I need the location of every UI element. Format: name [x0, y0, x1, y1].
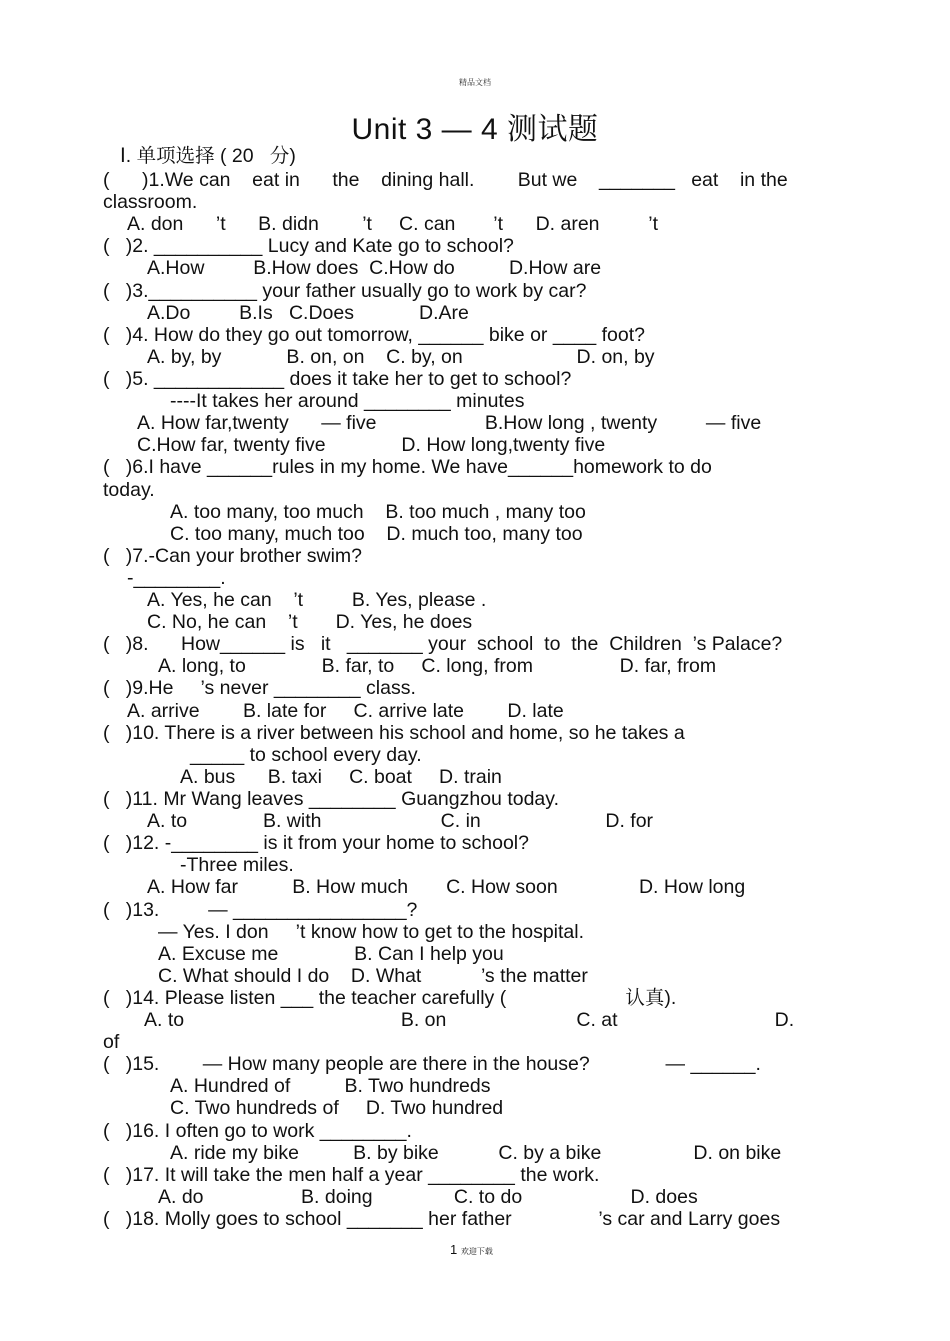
footer-text: 欢迎下载	[460, 1247, 493, 1256]
question-line: ----It takes her around ________ minutes	[170, 390, 525, 412]
options-line: A. by, by B. on, on C. by, on D. on, by	[147, 346, 655, 368]
question-line: — Yes. I don ’t know how to get to the hospital.	[158, 921, 585, 943]
options-line: C. No, he can ’t D. Yes, he does	[147, 611, 473, 633]
question-line: ( )11. Mr Wang leaves ________ Guangzhou today.	[103, 788, 559, 810]
question-line: ( )16. I often go to work ________.	[103, 1120, 412, 1142]
options-line: A. ride my bike B. by bike C. by a bike D. on bike	[170, 1142, 782, 1164]
question-line: ( )4. How do they go out tomorrow, ______ bike or ____ foot?	[103, 324, 645, 346]
question-line: ( )12. -________ is it from your home to school?	[103, 832, 529, 854]
options-line: A. do B. doing C. to do D. does	[158, 1186, 698, 1208]
question-line: ( )13. — ________________?	[103, 899, 418, 921]
question-line: _____ to school every day.	[190, 744, 422, 766]
question-line: ( )14. Please listen ___ the teacher carefully ( 认真).	[103, 987, 677, 1009]
options-line: A. long, to B. far, to C. long, from D. far, from	[158, 655, 717, 677]
question-line: classroom.	[103, 191, 198, 213]
options-line: A. don ’t B. didn ’t C. can ’t D. aren ’t	[127, 213, 659, 235]
options-line: A. Hundred of B. Two hundreds	[170, 1075, 491, 1097]
options-line: A. How far B. How much C. How soon D. How long	[147, 876, 746, 898]
question-line: ( )2. __________ Lucy and Kate go to school?	[103, 235, 514, 257]
question-line: ( )15. — How many people are there in the house? — ______.	[103, 1053, 761, 1075]
options-line: C.How far, twenty five D. How long,twenty five	[137, 434, 606, 456]
options-line: A. to B. with C. in D. for	[147, 810, 654, 832]
options-line: C. too many, much too D. much too, many too	[170, 523, 583, 545]
question-line: ( )17. It will take the men half a year ________ the work.	[103, 1164, 600, 1186]
options-line: A. bus B. taxi C. boat D. train	[180, 766, 502, 788]
options-line: A. to B. on C. at D.	[144, 1009, 795, 1031]
question-line: ( )1.We can eat in the dining hall. But we _______ eat in the	[103, 169, 788, 191]
question-line: ( )18. Molly goes to school _______ her father ’s car and Larry goes	[103, 1208, 781, 1230]
page-footer	[450, 1242, 493, 1257]
options-line: A.How B.How does C.How do D.How are	[147, 257, 602, 279]
page-header: 精品文档	[459, 78, 491, 87]
options-line: C. What should I do D. What ’s the matter	[158, 965, 588, 987]
options-line: A. Yes, he can ’t B. Yes, please .	[147, 589, 487, 611]
page-title: Unit 3 — 4 测试题	[351, 113, 599, 146]
question-line: ( )6.I have ______rules in my home. We have______homework to do	[103, 456, 712, 478]
section-heading: Ⅰ. 单项选择 ( 20 分)	[120, 145, 296, 167]
question-line: ( )5. ____________ does it take her to get to school?	[103, 368, 572, 390]
options-line: C. Two hundreds of D. Two hundred	[170, 1097, 504, 1119]
options-line: A. Excuse me B. Can I help you	[158, 943, 504, 965]
question-line: ( )10. There is a river between his school and home, so he takes a	[103, 722, 685, 744]
question-line: ( )3.__________ your father usually go to work by car?	[103, 280, 587, 302]
options-line: of	[103, 1031, 120, 1053]
question-line: -________.	[127, 567, 226, 589]
question-line: ( )9.He ’s never ________ class.	[103, 677, 416, 699]
page-number: 1	[450, 1242, 458, 1257]
options-line: A. too many, too much B. too much , many too	[170, 501, 586, 523]
options-line: A. How far,twenty — five B.How long , twenty — five	[137, 412, 762, 434]
options-line: A. arrive B. late for C. arrive late D. late	[127, 700, 564, 722]
question-line: ( )7.-Can your brother swim?	[103, 545, 362, 567]
options-line: A.Do B.Is C.Does D.Are	[147, 302, 469, 324]
question-line: today.	[103, 479, 155, 501]
question-line: -Three miles.	[180, 854, 294, 876]
question-line: ( )8. How______ is it _______ your school to the Children ’s Palace?	[103, 633, 783, 655]
